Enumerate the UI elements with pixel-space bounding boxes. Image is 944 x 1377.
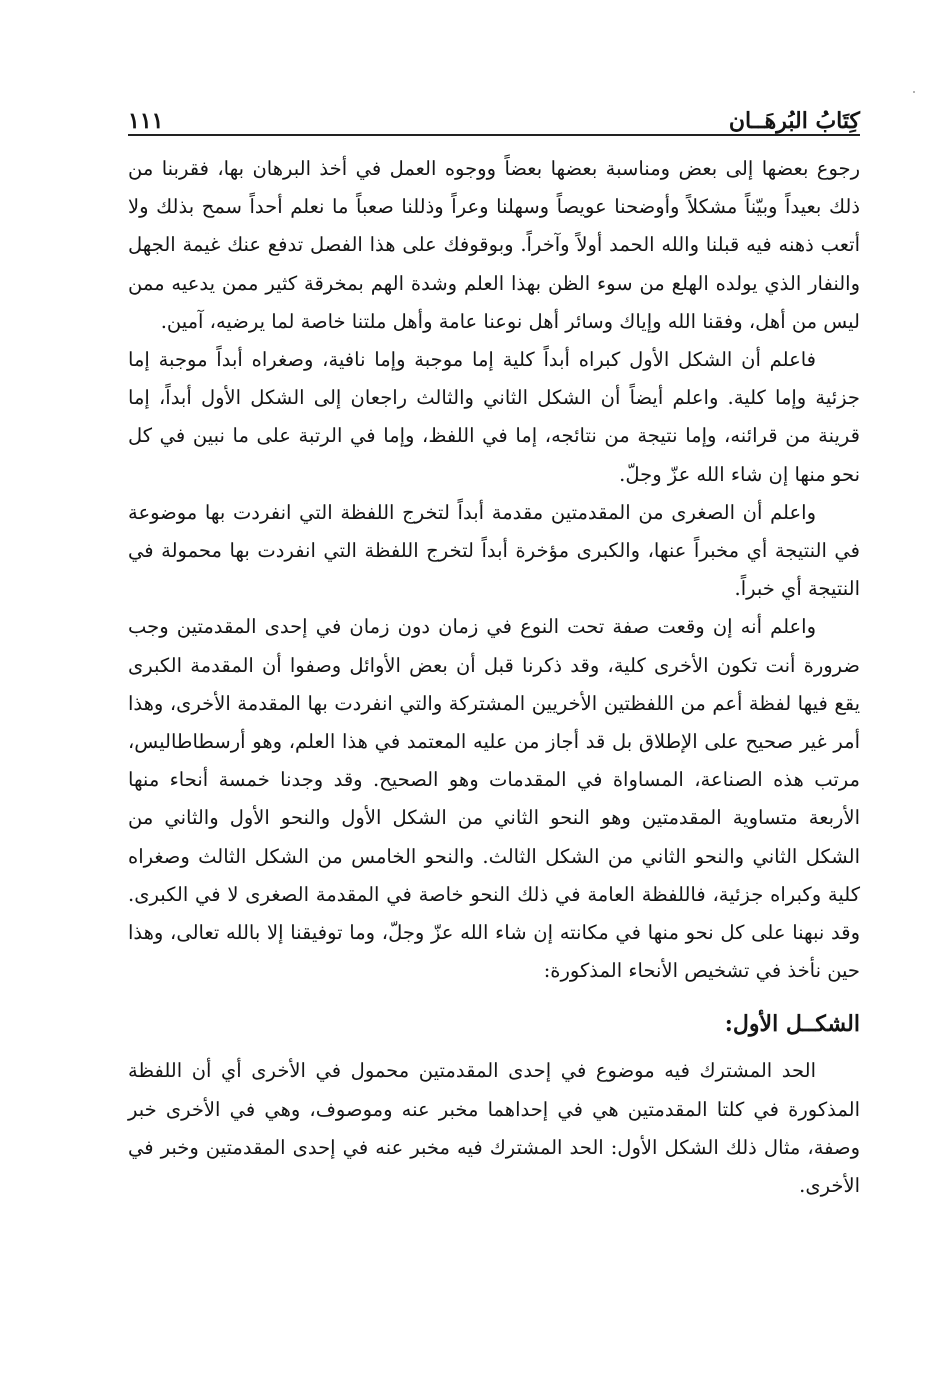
- header-rule: [128, 134, 860, 136]
- page-number: ١١١: [128, 108, 164, 134]
- paragraph-1: رجوع بعضها إلى بعض ومناسبة بعضها بعضاً ووجوه العمل في أخذ البرهان بها، فقربنا من ذلك بعيداً وبيّناً مشكلاً وأوضحنا عويصاً وسهلنا وعراً وذللنا صعباً ما نعلم أحداً سمح بذلك ولا أتعب ذهنه فيه قبلنا والله الحمد أولاً وآخراً. وبوقوفك على هذا الفصل تدفع عنك غيمة الجهل والنفار الذي يولده الهلع من سوء الظن بهذا العلم وشدة الهم بمخرقة كثير ممن يدعيه ممن ليس من أهل، وفقنا الله وإياك وسائر أهل نوعنا عامة وأهل ملتنا خاصة لما يرضيه، آمين.: [128, 157, 860, 333]
- section-heading: الشكــل الأول:: [724, 1011, 860, 1038]
- paragraph-3: واعلم أن الصغرى من المقدمتين مقدمة أبداً لتخرج اللفظة التي انفردت بها موضوعة في النتيجة أي مخبراً عنها، والكبرى مؤخرة أبداً لتخرج اللفظة التي انفردت بها محمولة في النتيجة أي خبراً.: [128, 500, 860, 601]
- paragraph-2: فاعلم أن الشكل الأول كبراه أبداً كلية إما موجبة وإما نافية، وصغراه أبداً موجبة إما جزئية وإما كلية. واعلم أيضاً أن الشكل الثاني والثالث راجعان إلى الشكل الأول أبداً، إما قرينة من قرائنه، وإما نتيجة من نتائجه، إما في اللفظ، وإما في الرتبة على ما نبين في كل نحو منها إن شاء الله عزّ وجلّ.: [128, 348, 860, 486]
- paragraph-4: واعلم أنه إن وقعت صفة تحت النوع في زمان دون زمان في إحدى المقدمتين وجب ضرورة أنت تكون الأخرى كلية، وقد ذكرنا قبل أن بعض الأوائل وصفوا أن المقدمة الكبرى يقع فيها لفظة أعم من اللفظتين الأخريين المشتركة والتي انفردت بها المقدمة الأخرى، وهذا أمر غير صحيح على الإطلاق بل قد أجاز من عليه المعتمد في هذا العلم، وهو أرسطاطاليس، مرتب هذه الصناعة، المساواة في المقدمات وهو الصحيح. وقد وجدنا خمسة أنحاء منها الأربعة متساوية المقدمتين وهو النحو الثاني من الشكل الأول والنحو الأول والثاني من الشكل الثاني والنحو الثاني من الشكل الثالث. والنحو الخامس من الشكل الثالث وصغراه كلية وكبراه جزئية، فاللفظة العامة في ذلك النحو خاصة في المقدمة الصغرى لا في الكبرى. وقد نبهنا على كل نحو منها في مكانته إن شاء الله عزّ وجلّ، وما توفيقنا إلا بالله تعالى، وهذا حين نأخذ في تشخيص الأنحاء المذكورة:: [128, 615, 860, 983]
- main-text: [128, 150, 860, 1205]
- section-paragraph: الحد المشترك فيه موضوع في إحدى المقدمتين محمول في الأخرى أي أن اللفظة المذكورة في كلتا المقدمتين هي في إحداهما مخبر عنه وموصوف، وهي في الأخرى خبر وصفة، مثال ذلك الشكل الأول: الحد المشترك فيه مخبر عنه في إحدى المقدمتين وخبر في الأخرى.: [128, 1059, 860, 1198]
- book-title: كِتَابُ البُرهَــان: [728, 108, 860, 134]
- running-header: [128, 92, 860, 132]
- scan-speck: [913, 91, 915, 93]
